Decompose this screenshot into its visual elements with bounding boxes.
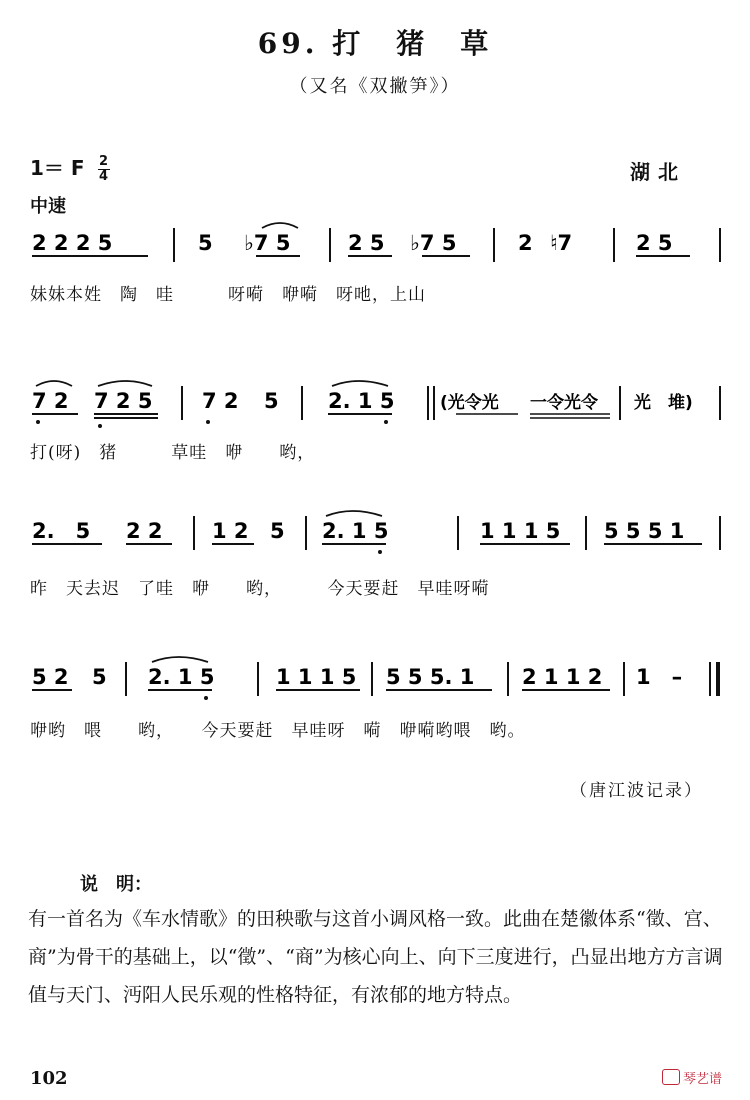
note-group: 2. 1 5 bbox=[148, 665, 215, 689]
note-group: 2 1 1 2 bbox=[522, 665, 603, 689]
note-group: ♮7 bbox=[550, 231, 573, 255]
key-label: 1＝ F bbox=[30, 156, 85, 180]
time-signature bbox=[98, 156, 110, 183]
note-group: 1 2 bbox=[212, 519, 249, 543]
percussion-group: 一令光令 bbox=[530, 393, 598, 413]
percussion-group: 光 堆) bbox=[634, 393, 693, 413]
note-group: 2. 5 bbox=[32, 519, 91, 543]
note-group: 5 5 5 1 bbox=[604, 519, 685, 543]
lyric-line-1: 妹妹本姓 陶 哇 呀嗬 咿嗬 呀吔，上山 bbox=[30, 285, 426, 305]
note-group: 5 5 5. 1 bbox=[386, 665, 475, 689]
percussion-group: (光令光 bbox=[440, 393, 499, 413]
note-group: 2 bbox=[518, 231, 533, 255]
note-group: 1 1 1 5 bbox=[276, 665, 357, 689]
note-paragraph: 有一首名为《车水情歌》的田秧歌与这首小调风格一致。此曲在楚徽体系“徵、宫、商”为骨干的基础上，以“徵”、“商”为核心向上、向下三度进行，凸显出地方方言调值与天门、沔阳人民乐观的性格特征，有浓郁的地方特点。 bbox=[28, 908, 723, 1006]
lyric-line-3: 昨 天去迟 了哇 咿 哟， 今天要赶 早哇呀嗬 bbox=[30, 579, 490, 599]
tempo-label: 中速 bbox=[30, 196, 66, 217]
notation-line-2 bbox=[30, 380, 730, 432]
note-group: ♭7 5 bbox=[244, 231, 291, 255]
note-group: 5 bbox=[270, 519, 285, 543]
page-number: 102 bbox=[30, 1068, 68, 1089]
note-group: 2. 1 5 bbox=[322, 519, 389, 543]
notation-line-4 bbox=[30, 656, 730, 708]
time-bottom: 4 bbox=[98, 169, 109, 184]
lyric-line-2: 打(呀) 猪 草哇 咿 哟， bbox=[30, 443, 316, 463]
song-subtitle: （又名《双撇笋》） bbox=[289, 76, 461, 97]
note-group: 5 2 bbox=[32, 665, 69, 689]
note-group: 7 2 bbox=[202, 389, 239, 413]
note-group: 5 bbox=[198, 231, 213, 255]
note-group: ♭7 5 bbox=[410, 231, 457, 255]
note-group: 2 2 bbox=[126, 519, 163, 543]
brand-watermark bbox=[662, 1068, 722, 1087]
note-group: 2. 1 5 bbox=[328, 389, 395, 413]
note-group: 7 2 bbox=[32, 389, 69, 413]
note-group: 5 bbox=[92, 665, 107, 689]
note-group: 2 5 bbox=[348, 231, 385, 255]
song-title: 69. 打 猪 草 bbox=[257, 27, 493, 60]
time-top: 2 bbox=[98, 154, 109, 169]
lyric-line-4: 咿哟 喂 哟， 今天要赶 早哇呀 嗬 咿嗬哟喂 哟。 bbox=[30, 721, 526, 741]
note-group: 1 – bbox=[636, 665, 683, 689]
note-group: 2 5 bbox=[636, 231, 673, 255]
note-group: 1 1 1 5 bbox=[480, 519, 561, 543]
note-group: 7 2 5 bbox=[94, 389, 153, 413]
recorder-credit: （唐江波记录） bbox=[570, 781, 703, 801]
note-group: 2 2 2 5 bbox=[32, 231, 113, 255]
note-heading: 说 明： bbox=[80, 874, 152, 895]
notation-line-3 bbox=[30, 510, 730, 562]
note-group: 5 bbox=[264, 389, 279, 413]
key-signature bbox=[30, 152, 110, 183]
region-label: 湖北 bbox=[630, 160, 686, 184]
brand-logo-icon bbox=[662, 1069, 680, 1085]
notation-line-1 bbox=[30, 222, 730, 274]
brand-name: 琴艺谱 bbox=[683, 1072, 723, 1087]
